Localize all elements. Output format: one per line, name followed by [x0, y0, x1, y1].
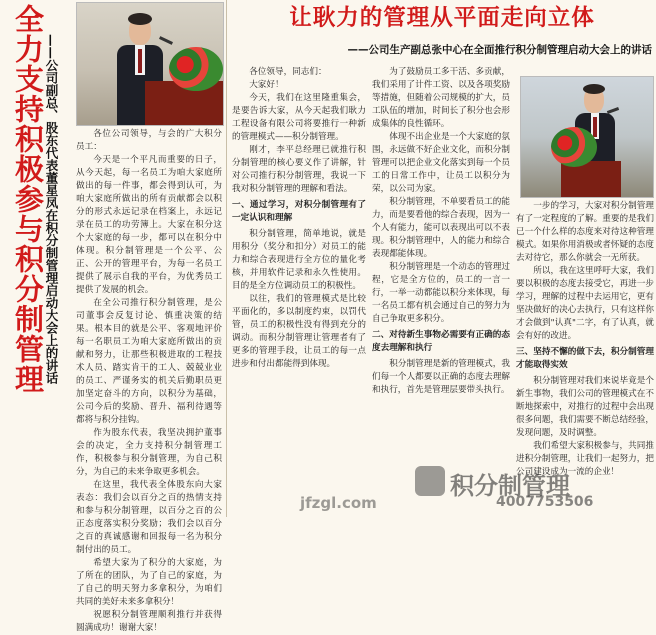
left-paragraph: 各位公司领导，与会的广大积分员工： — [76, 129, 222, 152]
right-speaker-photo — [520, 76, 654, 198]
section-heading-2: 二、对待新生事物必需要有正确的态度去理解和执行 — [372, 330, 510, 353]
column-divider — [226, 0, 227, 517]
watermark-badge-icon — [415, 466, 445, 496]
left-paragraph: 希望大家为了积分的大家庭，为了所在的团队，为了自己的家庭，为了自己的明天努力多拿积分，为咱们共同的美好未来多拿积分！ — [76, 558, 222, 607]
right-paragraph: 积分制管理是新的管理模式，我们每一个人都要以正确的态度去理解和执行，首先是管理层要带头执行。 — [372, 359, 510, 395]
left-article-body — [76, 128, 222, 633]
left-paragraph: 在这里，我代表全体股东向大家表态：我们会以百分之百的热情支持和参与积分制管理，以百分之百的公正态度落实积分奖励；我们会以百分之百的真诚感谢和回报每一名为积分制付出的员工。 — [76, 480, 222, 555]
right-paragraph: 各位领导，同志们： — [249, 67, 327, 77]
right-paragraph: 积分制管理，简单地说，就是用积分（奖分和扣分）对员工的能力和综合表现进行全方位的量化考核，并用软件记录和永久性使用。目的是全方位调动员工的积极性。 — [232, 229, 366, 291]
right-paragraph: 所以，我在这里呼吁大家，我们要以积极的态度去接受它，再进一步学习，理解的过程中去运用它，更有坚决做好的决心去执行，只有这样你才会做到"认真"二字，有了认真，就会有好的改进。 — [516, 266, 654, 341]
right-paragraph: 为了鼓励员工多干活、多贡献，我们采用了计件工资、以及各项奖励等措施，但随着公司规模的扩大，员工队伍的增加，时间长了积分也会形成集体的良性循环。 — [372, 67, 510, 129]
section-heading-3: 三、坚持不懈的做下去，积分制管理才能取得实效 — [516, 347, 654, 370]
right-column-2 — [372, 66, 510, 514]
left-paragraph: 今天是一个平凡而重要的日子，从今天起，每一名员工为咱大家庭所做出的每一件事，都会得到认可，为咱大家庭所做出的所有贡献都会以积分的形式永远记录在档案上，永远记录在员工的功劳簿上。大家在积分这个大家庭的每一步，都可以在积分中体现。积分制管理是一个公平、公正、公开的管理平台，为每一名员工提供了展示自我的平台，为优秀员工提供了发展的机会。 — [76, 155, 222, 295]
right-paragraph: 一步的学习，大家对积分制管理有了一定程度的了解。重要的是我们已一个什么样的态度来对待这种管理模式。如果你用消极或者怀疑的态度去对待它，那么你就会一无所获。 — [516, 201, 654, 263]
right-subheadline: ——公司生产副总张中心在全面推行积分制管理启动大会上的讲话 — [347, 44, 652, 56]
right-paragraph: 今天，我们在这里隆重集会，是要告诉大家，从今天起我们耿力工程设备有限公司将要推行一种新的管理模式——积分制管理。 — [232, 93, 366, 142]
watermark-url: jfzgl.com — [300, 494, 377, 512]
right-paragraph: 刚才，李平总经理已就推行积分制管理的核心要义作了讲解，针对公司推行积分制管理，我说一下我对积分制管理的理解和看法。 — [232, 145, 366, 194]
right-paragraph: 积分制管理对我们来说毕竟是个新生事物，我们公司的管理模式在不断地探索中，对推行的过程中会出现很多问题，我们需要不断总结经验，发现问题，及时调整。 — [516, 376, 654, 438]
right-paragraph: 体现不出企业是一个大家庭的氛围，永远做不好企业文化，而积分制管理可以把企业文化落实到每一个员工的日常工作中，让员工以积分为荣，以公司为家。 — [372, 132, 510, 194]
right-paragraph: 积分制管理是一个动态的管理过程，它是全方位的，员工的一言一行，一举一动都能以积分来体现，每一名员工都有机会通过自己的努力为自己争取更多积分。 — [372, 262, 510, 324]
right-column-1 — [232, 66, 366, 514]
right-headline: 让耿力的管理从平面走向立体 — [289, 5, 595, 31]
section-heading-1: 一、通过学习，对积分制管理有了一定认识和理解 — [232, 200, 366, 223]
left-paragraph: 在全公司推行积分制管理，是公司董事会反复讨论、慎重决策的结果。根本目的就是公平、客观地评价每一名职员工为咱大家庭所做出的贡献和努力，让那些积极进取的工程技术人员、踏实肯干的工人、兢兢业业的员工、严谨务实的机关后勤职员更加坚定奋斗的方向，以积分为基础，公司今后的奖励、晋升、福利待遇等都将与积分挂钩。 — [76, 298, 222, 425]
left-headline: 全力支持积极参与积分制管理 — [11, 4, 45, 394]
right-paragraph: 我们希望大家积极参与，共同推进积分制管理，让我们一起努力，把公司建设成为一流的企业！ — [516, 441, 654, 477]
left-paragraph: 作为股东代表，我坚决拥护董事会的决定，全力支持积分制管理工作，积极参与积分制管理，为自己积分，为自己的未来争取更多机会。 — [76, 428, 222, 477]
right-paragraph: 以往，我们的管理模式是比较平面化的，多以制度约束，以罚代管，员工的积极性没有得到充分的调动。而积分制管理让管理者有了更多的管理手段，让员工的每一点进步和付出都能得到体现。 — [232, 294, 366, 369]
left-subheadline: ——公司副总、股东代表董星凤在积分制管理启动大会上的讲话 — [44, 34, 59, 384]
left-paragraph: 祝愿积分制管理顺利推行并获得圆满成功！谢谢大家！ — [76, 610, 222, 633]
right-paragraph: 大家好！ — [249, 80, 284, 90]
left-speaker-photo — [76, 2, 224, 126]
watermark-phone: 4007753506 — [496, 494, 594, 510]
watermark-logo-text: 积分制管理 — [450, 472, 570, 500]
right-paragraph: 积分制管理，不单要看员工的能力，而是要看他的综合表现，因为一个人有能力，能可以表现出可以不表现。积分制管理中，人的能力和综合表现都能体现。 — [372, 197, 510, 259]
